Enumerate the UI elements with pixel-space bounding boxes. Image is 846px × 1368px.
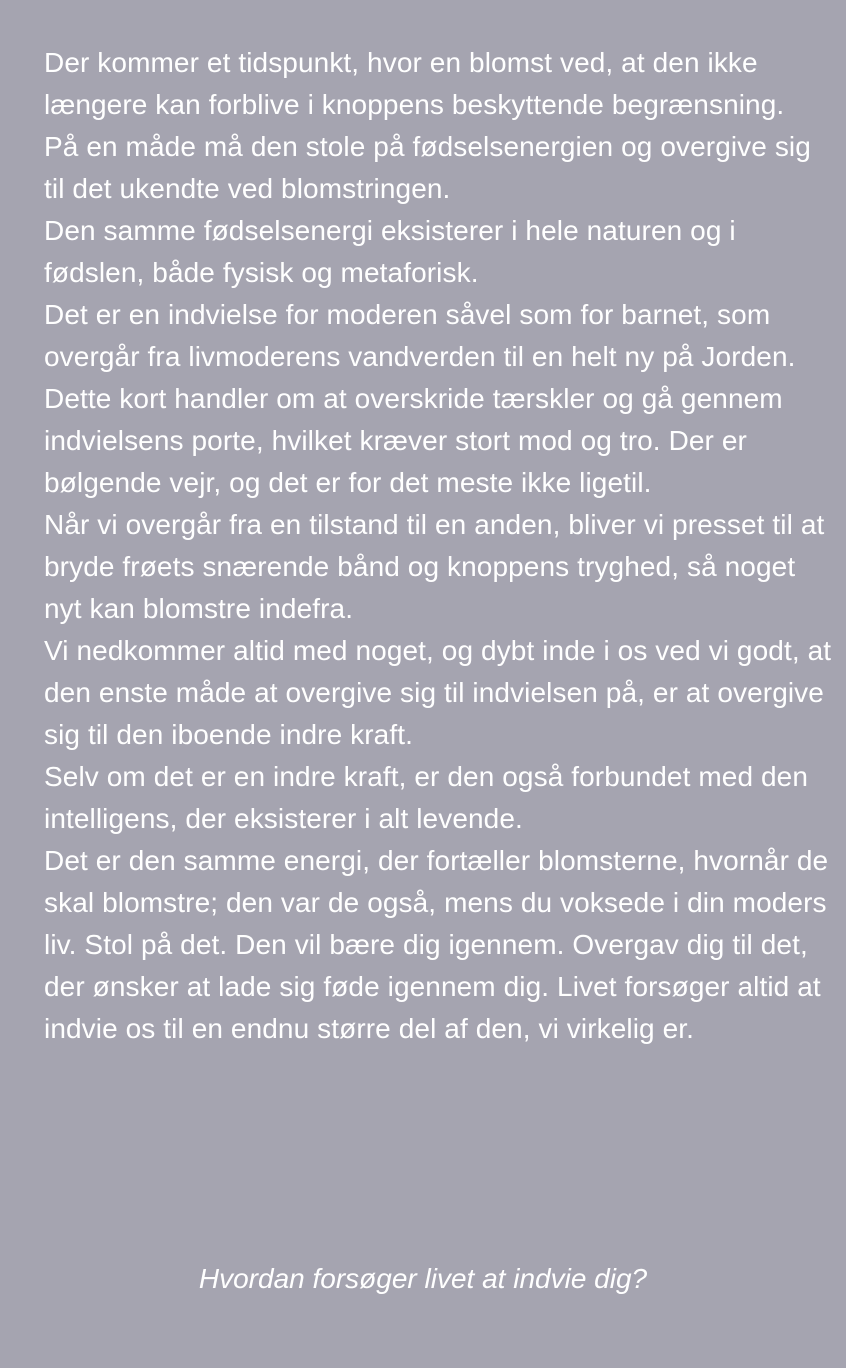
paragraph-7: Vi nedkommer altid med noget, og dybt inde i os ved vi godt, at den enste måde at overgive sig til indvielsen på, er at overgive sig til den iboende indre kraft. bbox=[44, 635, 832, 750]
paragraph-5: Dette kort handler om at overskride tærskler og gå gennem indvielsens porte, hvilket kræver stort mod og tro. Der er bølgende vejr, og det er for det meste ikke ligetil. bbox=[44, 383, 783, 498]
body-text bbox=[44, 42, 834, 1050]
closing-question: Hvordan forsøger livet at indvie dig? bbox=[198, 1263, 648, 1294]
paragraph-2: På en måde må den stole på fødselsenergien og overgive sig til det ukendte ved blomstringen. bbox=[44, 131, 811, 204]
paragraph-6: Når vi overgår fra en tilstand til en anden, bliver vi presset til at bryde frøets snærende bånd og knoppens tryghed, så noget nyt kan blomstre indefra. bbox=[44, 509, 825, 624]
paragraph-9: Det er den samme energi, der fortæller blomsterne, hvornår de skal blomstre; den var de også, mens du voksede i din moders liv. Stol på det. Den vil bære dig igennem. Overgav dig til det, der ønsker at lade sig føde igennem dig. Livet forsøger altid at indvie os til en endnu større del af den, vi virkelig er. bbox=[44, 845, 829, 1044]
paragraph-4: Det er en indvielse for moderen såvel som for barnet, som overgår fra livmoderens vandverden til en helt ny på Jorden. bbox=[44, 299, 796, 372]
paragraph-3: Den samme fødselsenergi eksisterer i hele naturen og i fødslen, både fysisk og metaforisk. bbox=[44, 215, 736, 288]
paragraph-1: Der kommer et tidspunkt, hvor en blomst ved, at den ikke længere kan forblive i knoppens beskyttende begrænsning. bbox=[44, 47, 785, 120]
paragraph-8: Selv om det er en indre kraft, er den også forbundet med den intelligens, der eksisterer i alt levende. bbox=[44, 761, 809, 834]
